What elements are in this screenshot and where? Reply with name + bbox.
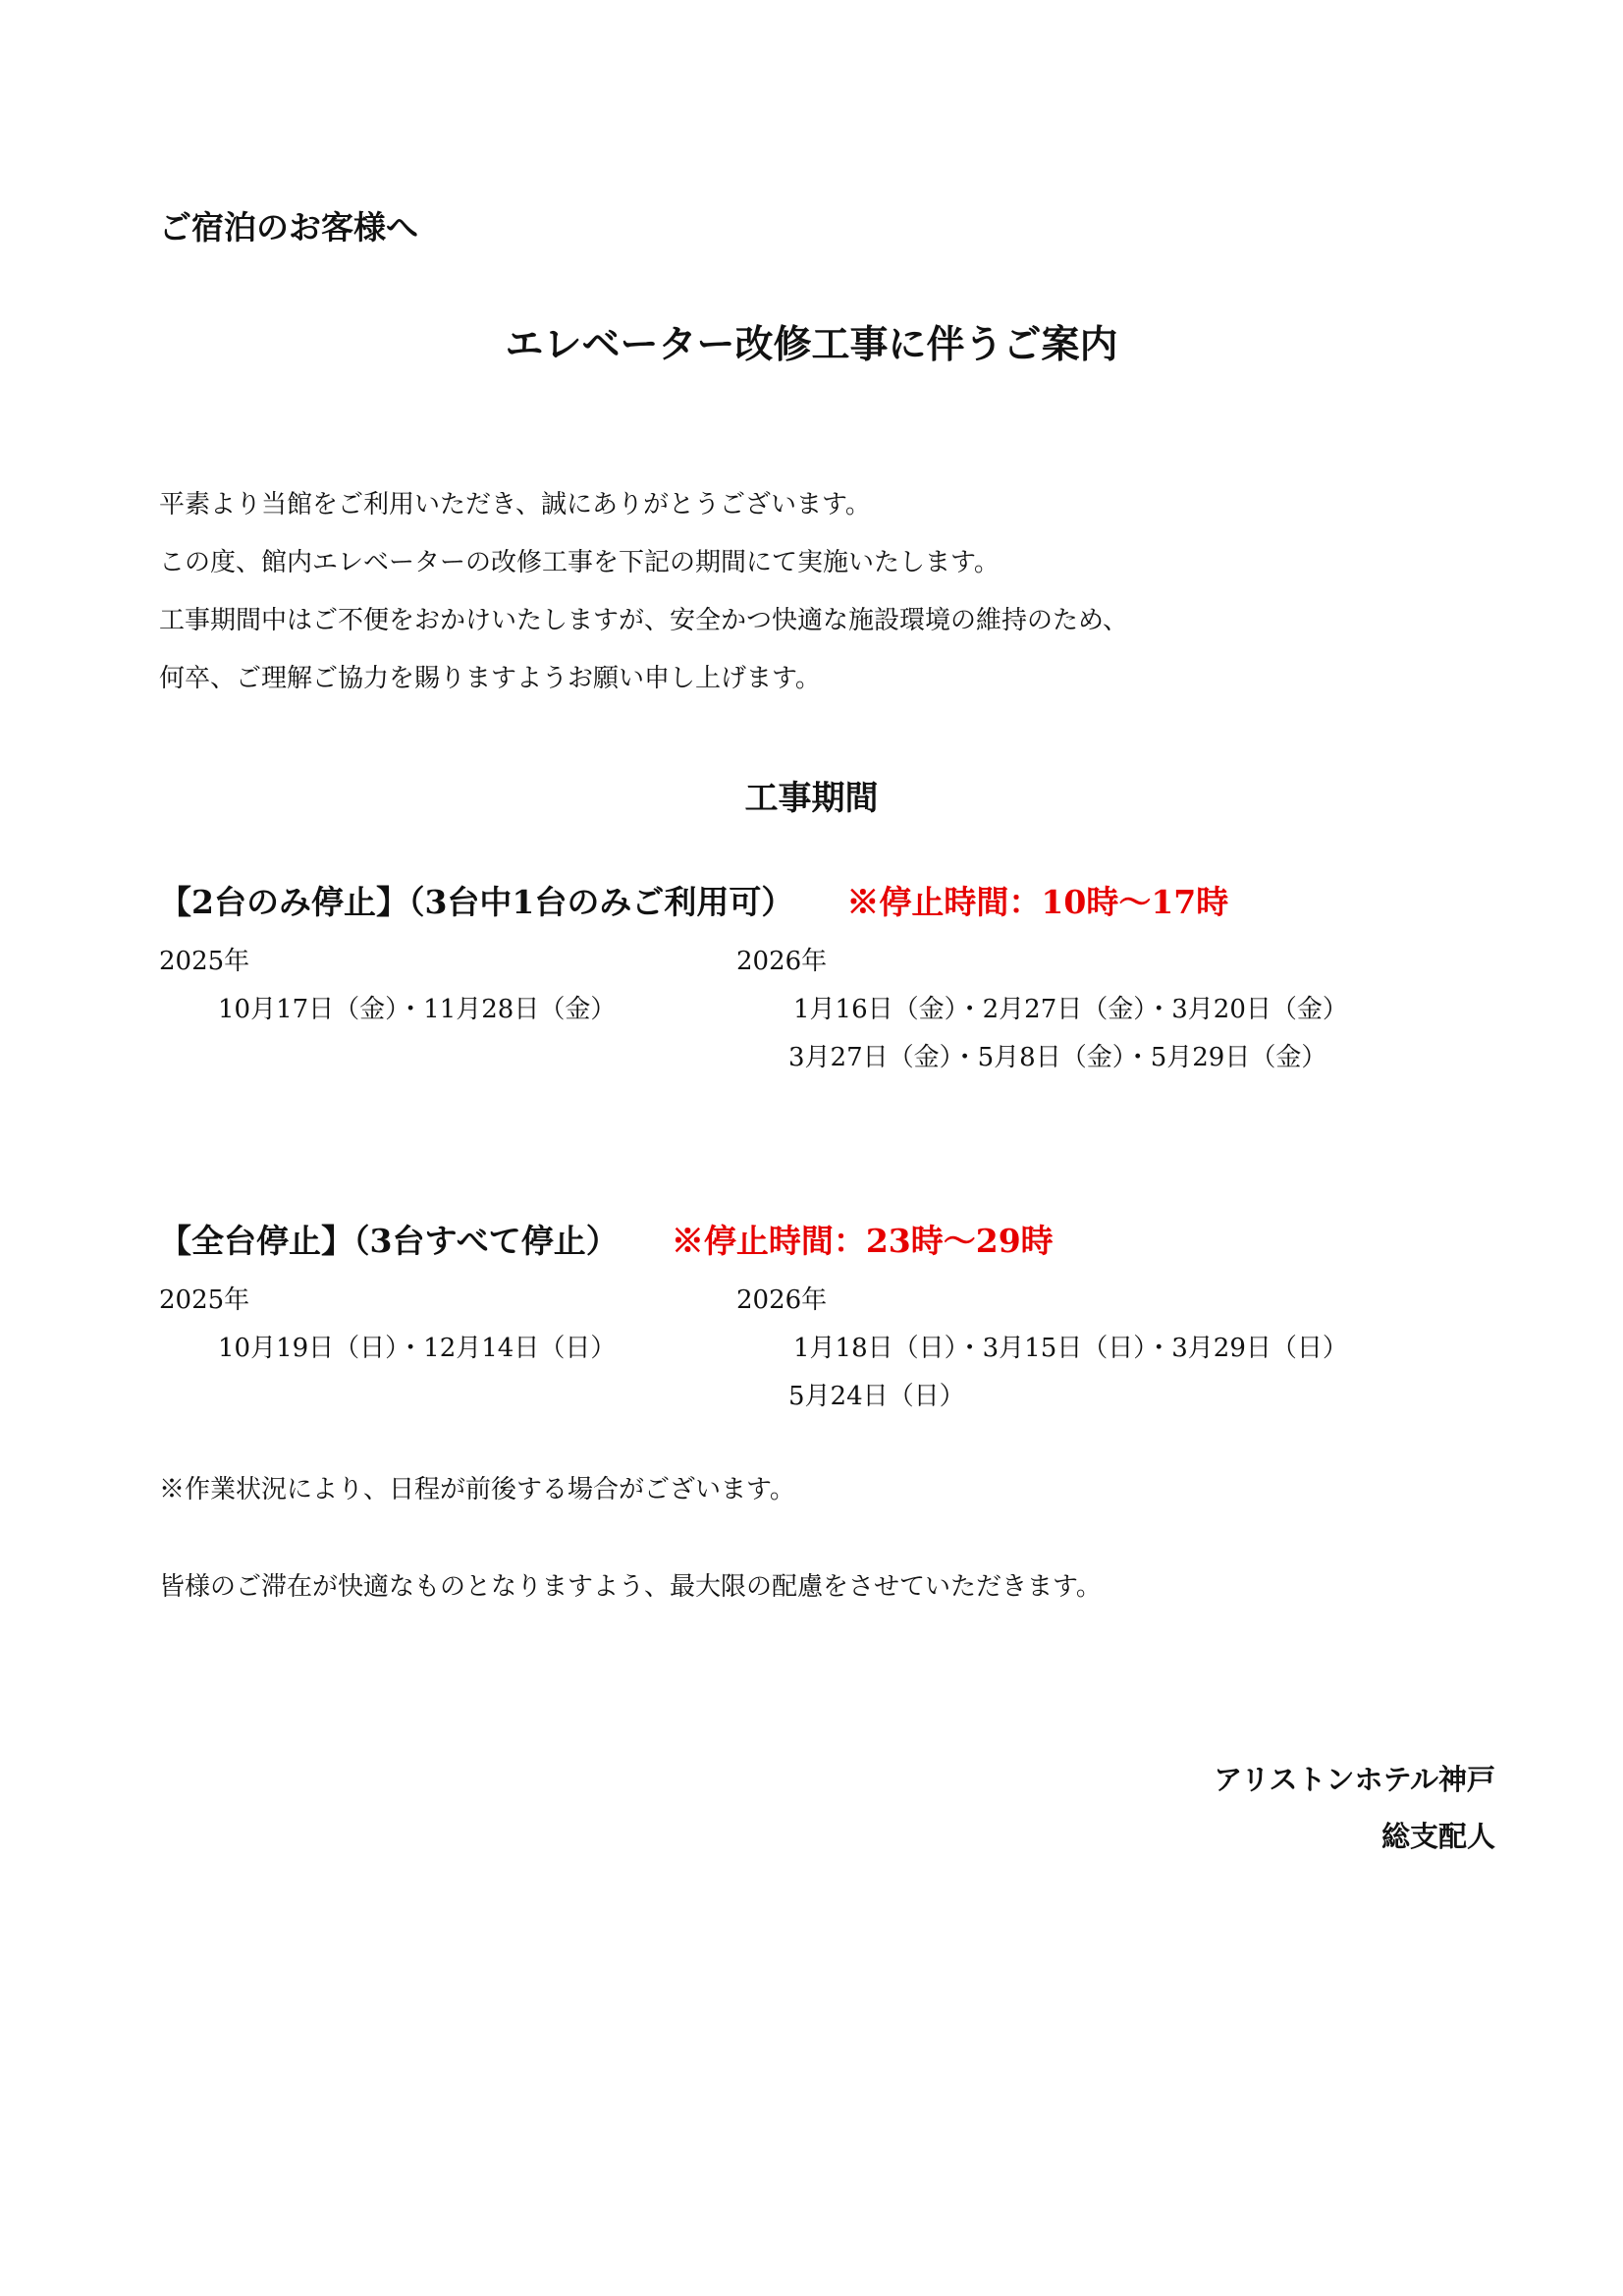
full-stop-year-2026: 2026年 bbox=[736, 1285, 828, 1315]
salutation: ご宿泊のお客様へ bbox=[159, 208, 418, 246]
partial-stop-dates-2026-line-1: 1月16日（金）・2月27日（金）・3月20日（金） bbox=[793, 995, 1348, 1024]
full-stop-year-2025: 2025年 bbox=[159, 1285, 250, 1315]
intro-line-1: 平素より当館をご利用いただき、誠にありがとうございます。 bbox=[159, 490, 871, 519]
partial-stop-dates-2025: 10月17日（金）・11月28日（金） bbox=[218, 995, 617, 1024]
partial-stop-heading bbox=[159, 877, 1228, 923]
full-stop-dates-2025: 10月19日（日）・12月14日（日） bbox=[218, 1334, 617, 1363]
partial-stop-dates-2026-line-2: 3月27日（金）・5月8日（金）・5月29日（金） bbox=[788, 1043, 1327, 1072]
full-stop-title: 【全台停止】（3台すべて停止） bbox=[159, 1222, 619, 1260]
page-title: エレベーター改修工事に伴うご案内 bbox=[505, 323, 1118, 367]
signature-role: 総支配人 bbox=[1380, 1820, 1495, 1853]
closing-message: 皆様のご滞在が快適なものとなりますよう、最大限の配慮をさせていただきます。 bbox=[159, 1572, 1102, 1602]
signature-organization: アリストンホテル神戸 bbox=[1214, 1763, 1495, 1796]
full-stop-time-notice: ※停止時間：23時～29時 bbox=[671, 1222, 1054, 1260]
schedule-footnote: ※作業状況により、日程が前後する場合がございます。 bbox=[159, 1475, 795, 1504]
partial-stop-year-2025: 2025年 bbox=[159, 947, 250, 976]
intro-line-2: この度、館内エレベーターの改修工事を下記の期間にて実施いたします。 bbox=[159, 548, 1000, 577]
partial-stop-year-2026: 2026年 bbox=[736, 947, 828, 976]
intro-line-4: 何卒、ご理解ご協力を賜りますようお願い申し上げます。 bbox=[159, 664, 821, 693]
partial-stop-time-notice: ※停止時間：10時～17時 bbox=[846, 883, 1229, 921]
full-stop-dates-2026-line-2: 5月24日（日） bbox=[788, 1382, 965, 1411]
full-stop-heading bbox=[159, 1216, 1054, 1262]
partial-stop-title: 【2台のみ停止】（3台中1台のみご利用可） bbox=[159, 883, 794, 921]
section-heading: 工事期間 bbox=[744, 779, 879, 818]
intro-line-3: 工事期間中はご不便をおかけいたしますが、安全かつ快適な施設環境の維持のため、 bbox=[159, 606, 1128, 635]
full-stop-dates-2026-line-1: 1月18日（日）・3月15日（日）・3月29日（日） bbox=[793, 1334, 1348, 1363]
